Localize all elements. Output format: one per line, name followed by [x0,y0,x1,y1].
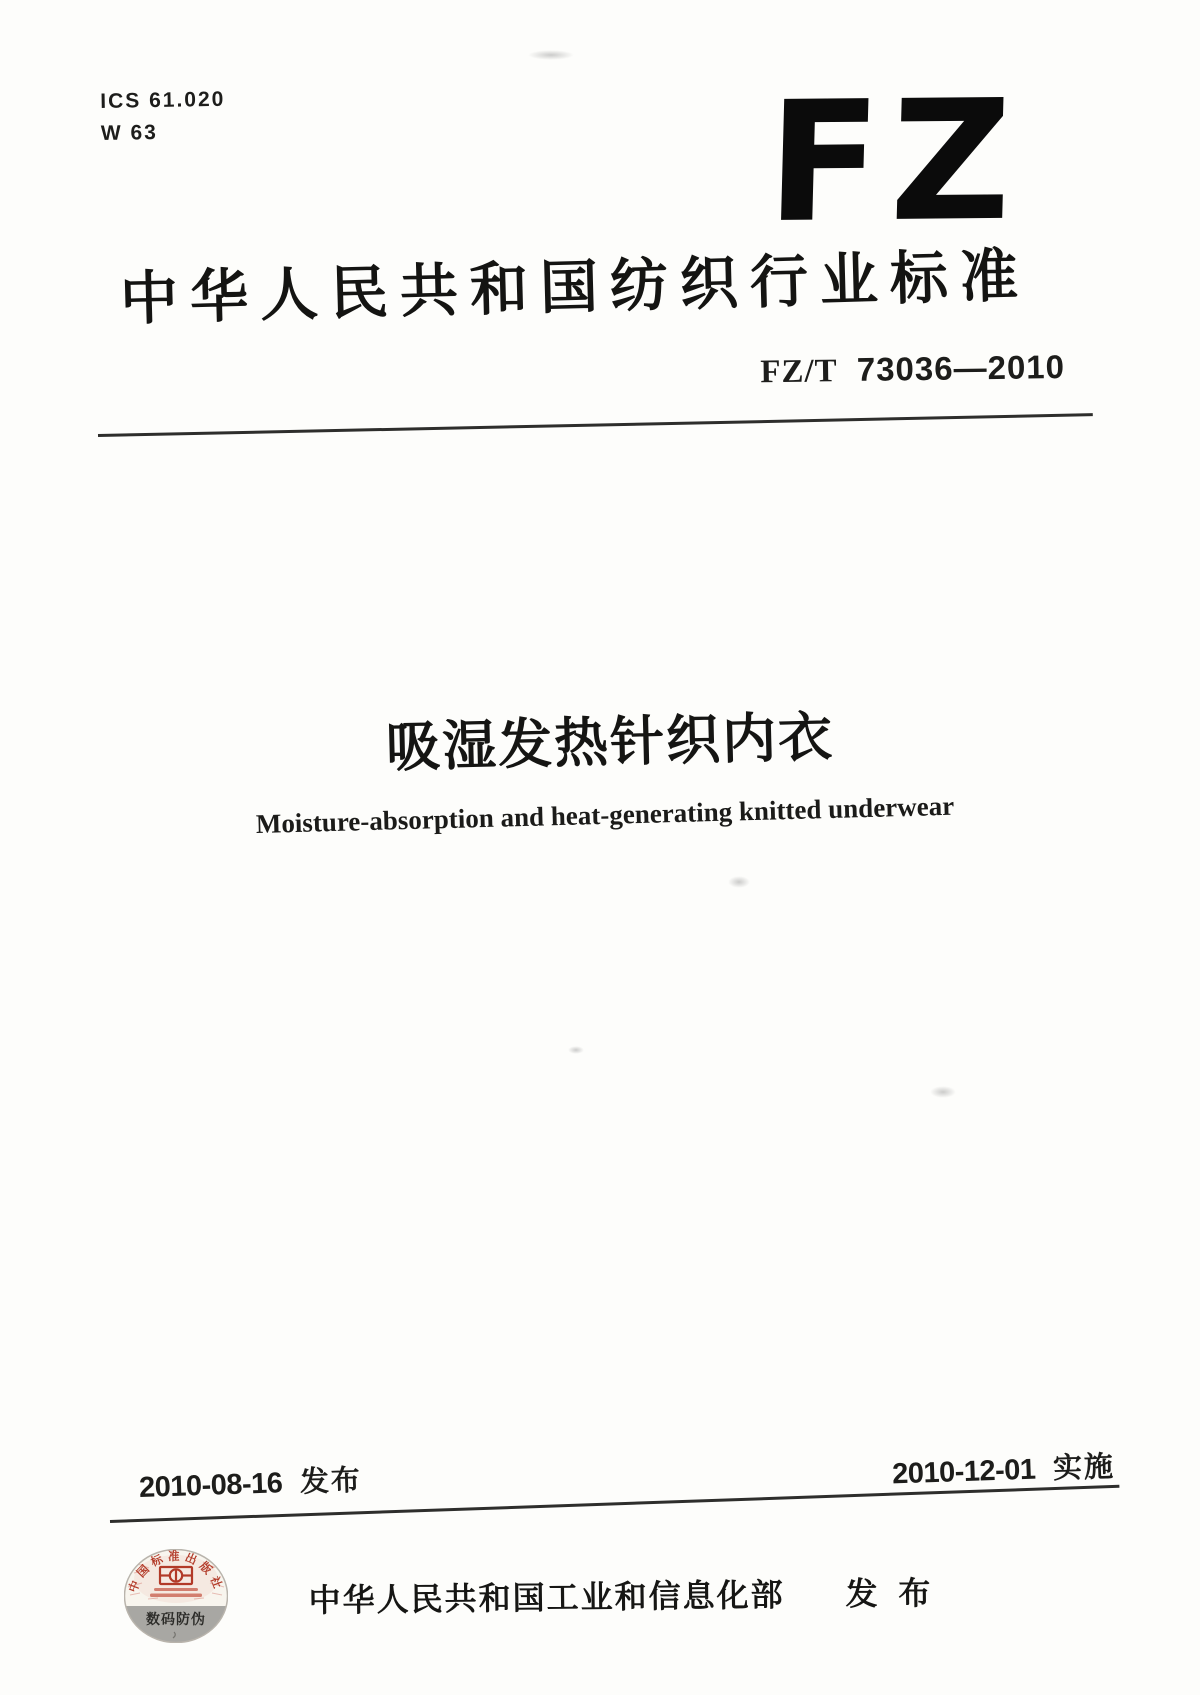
document-title-zh: 吸湿发热针织内衣 [385,707,835,779]
standard-number-prefix: FZ/T [760,353,838,391]
scan-smudge [568,1046,584,1054]
scan-smudge [930,1086,956,1098]
top-rule [98,413,1093,437]
ics-block [100,84,226,149]
ics-code: ICS 61.020 [100,87,226,113]
sticker-label: 数码防伪 [146,1611,206,1627]
sticker-arc-text: 中国标准出版社 [127,1551,225,1595]
issue-date-line [138,1458,362,1506]
standard-category-title: 中华人民共和国纺织行业标准 [119,243,1031,332]
issue-date: 2010-08-16 [138,1467,283,1504]
publish-action: 发 布 [845,1574,937,1612]
standard-number-value: 73036—2010 [856,348,1066,388]
scan-smudge [728,876,750,888]
implementation-label: 实施 [1052,1451,1116,1486]
fz-logo: FZ [764,64,1024,260]
implementation-date: 2010-12-01 [891,1453,1037,1491]
document-class-code: W 63 [100,120,159,145]
issue-label: 发布 [299,1464,363,1499]
standard-number [600,348,1065,393]
scan-smudge [528,50,574,60]
anticounterfeit-sticker-graphic [124,1549,228,1643]
anticounterfeit-sticker [124,1549,228,1643]
publisher-name: 中华人民共和国工业和信息化部 [308,1576,785,1619]
document-title-en: Moisture-absorption and heat-generating knitted underwear [255,790,955,840]
